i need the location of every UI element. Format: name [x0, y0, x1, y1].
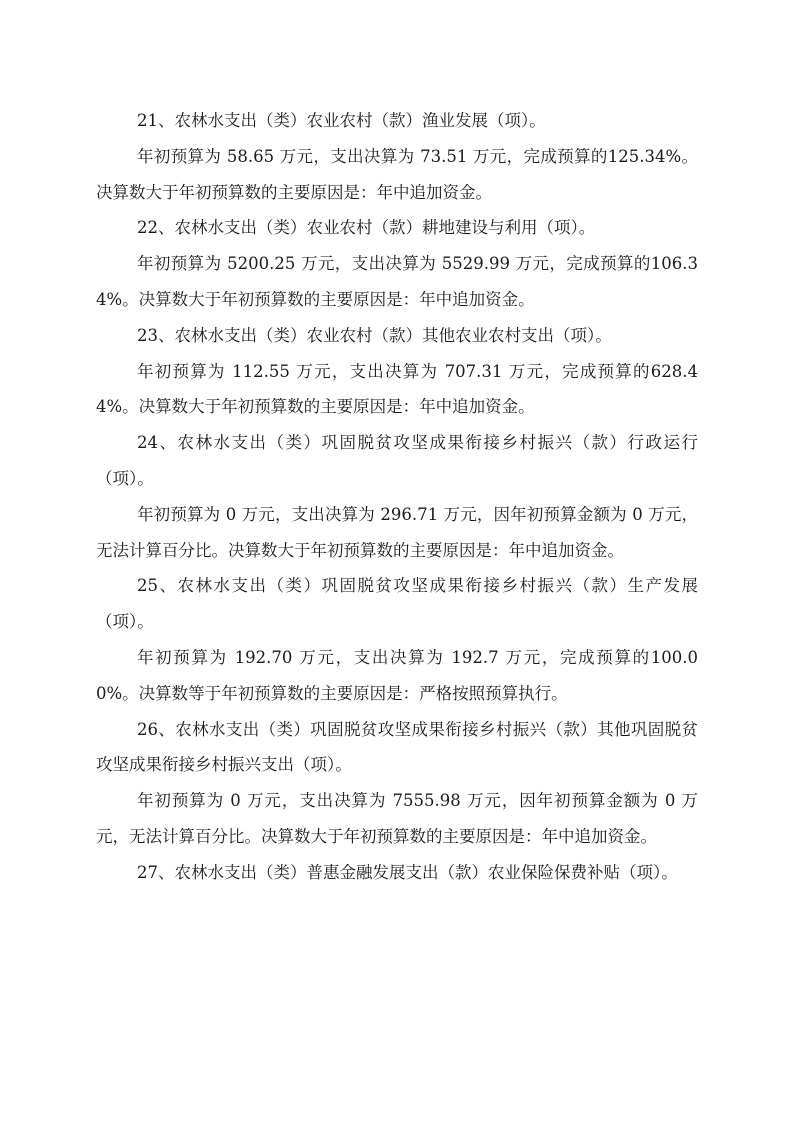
document-page [96, 103, 698, 891]
section-heading-21: 21、农林水支出（类）农业农村（款）渔业发展（项）。 [137, 111, 546, 130]
section-body-24: 年初预算为 0 万元，支出决算为 296.71 万元，因年初预算金额为 0 万元，无法计算百分比。决算数大于年初预算数的主要原因是：年中追加资金。 [96, 504, 698, 560]
section-body-25: 年初预算为 192.70 万元，支出决算为 192.7 万元，完成预算的100.00%。决算数等于年初预算数的主要原因是：严格按照预算执行。 [96, 647, 698, 703]
section-body-22: 年初预算为 5200.25 万元，支出决算为 5529.99 万元，完成预算的106.34%。决算数大于年初预算数的主要原因是：年中追加资金。 [96, 254, 698, 309]
section-body-23: 年初预算为 112.55 万元，支出决算为 707.31 万元，完成预算的628.44%。决算数大于年初预算数的主要原因是：年中追加资金。 [96, 361, 698, 417]
section-heading-27: 27、农林水支出（类）普惠金融发展支出（款）农业保险保费补贴（项）。 [137, 862, 678, 882]
section-heading-26: 26、农林水支出（类）巩固脱贫攻坚成果衔接乡村振兴（款）其他巩固脱贫攻坚成果衔接乡村振兴支出（项）。 [96, 719, 698, 775]
section-body-26: 年初预算为 0 万元，支出决算为 7555.98 万元，因年初预算金额为 0 万元，无法计算百分比。决算数大于年初预算数的主要原因是：年中追加资金。 [96, 791, 698, 846]
section-heading-24: 24、农林水支出（类）巩固脱贫攻坚成果衔接乡村振兴（款）行政运行（项）。 [96, 433, 698, 488]
section-heading-22: 22、农林水支出（类）农业农村（款）耕地建设与利用（项）。 [137, 218, 596, 238]
section-body-21: 年初预算为 58.65 万元，支出决算为 73.51 万元，完成预算的125.34%。决算数大于年初预算数的主要原因是：年中追加资金。 [96, 146, 698, 202]
section-heading-25: 25、农林水支出（类）巩固脱贫攻坚成果衔接乡村振兴（款）生产发展（项）。 [96, 576, 698, 632]
section-heading-23: 23、农林水支出（类）农业农村（款）其他农业农村支出（项）。 [137, 325, 612, 345]
